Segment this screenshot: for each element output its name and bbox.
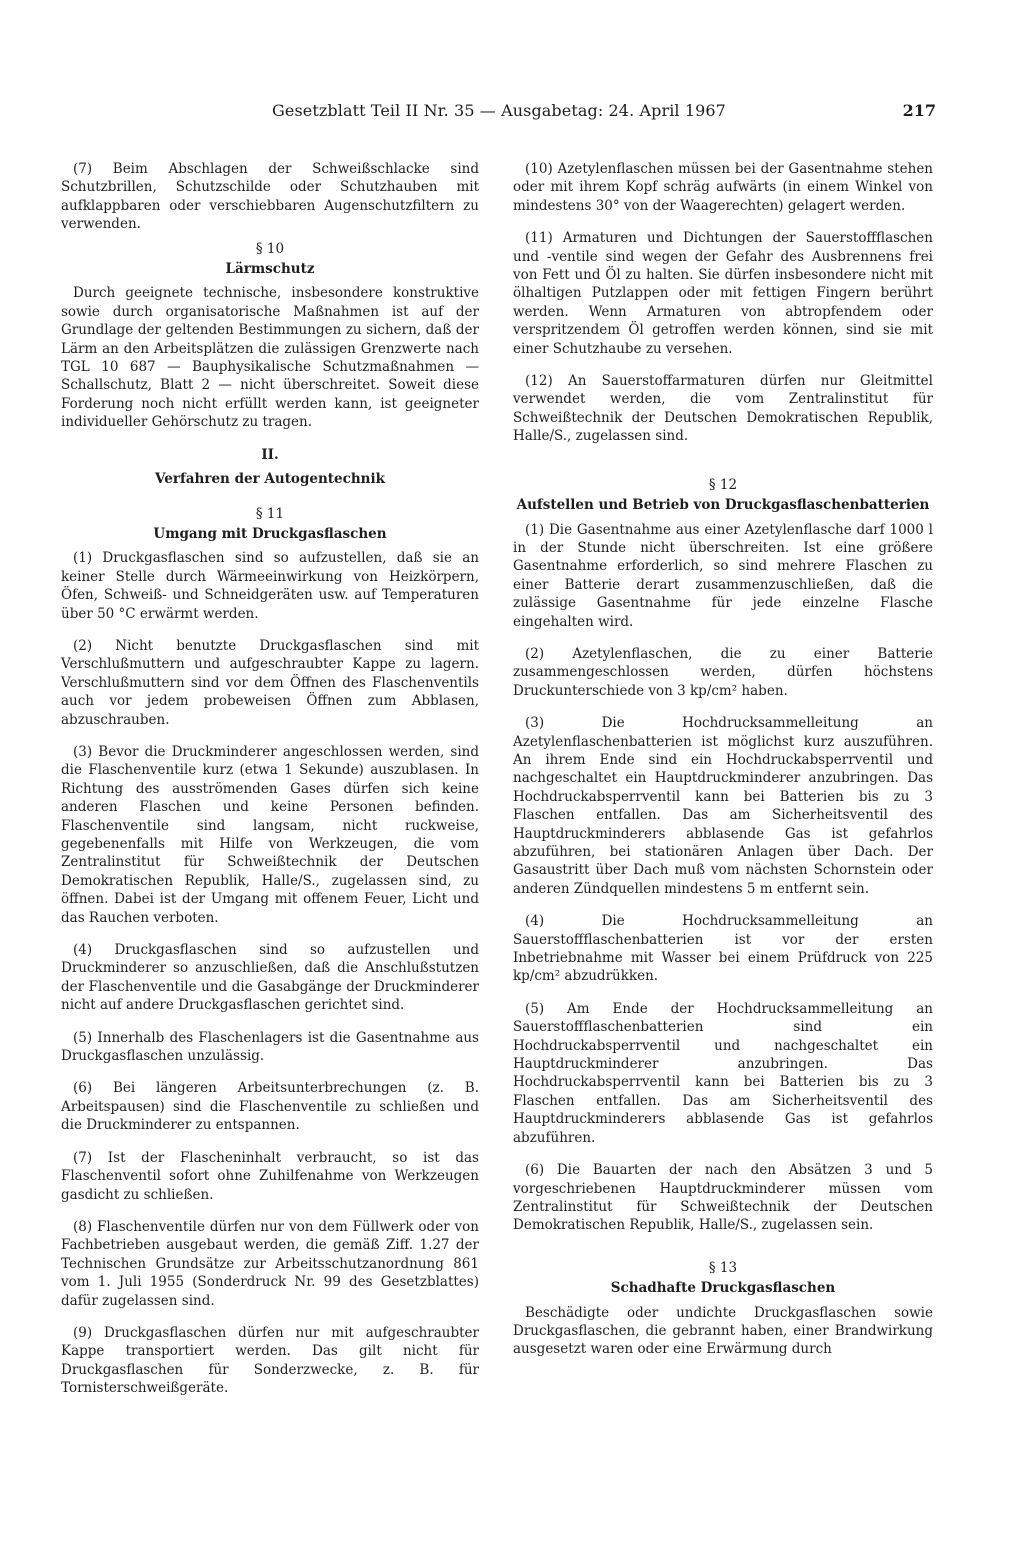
section-heading: Umgang mit Druckgasflaschen <box>153 525 387 542</box>
left-column <box>61 160 479 1398</box>
section-number: § 11 <box>255 505 285 522</box>
part-heading: Verfahren der Autogentechnik <box>155 471 385 488</box>
paragraph: (11) Armaturen und Dichtungen der Sauerstoffflaschen und -ventile sind wegen der Gefahr des Ausbrennens frei von Fett und Öl zu halten. Sie dürfen insbesondere nicht mit ölhaltigen Putzlappen oder mit fettigen Fingern berührt werden. Wenn Armaturen von abtropfendem oder verspritzendem Öl getroffen werden können, sind sie mit einer Schutzhaube zu versehen. <box>513 230 933 357</box>
section-heading: Schadhafte Druckgasflaschen <box>610 1280 836 1297</box>
right-column <box>513 160 933 1359</box>
paragraph: (3) Bevor die Druckminderer angeschlossen werden, sind die Flaschenventile kurz (etwa 1 Sekunde) auszublasen. In Richtung des ausströmenden Gases dürfen sich keine anderen Flaschen und keine Personen befinden. Flaschenventile sind langsam, nicht ruckweise, gegebenenfalls mit Hilfe von Werkzeugen, die vom Zentralinstitut für Schweißtechnik der Deutschen Demokratischen Republik, Halle/S., zugelassen sind, zu öffnen. Dabei ist der Umgang mit offenem Feuer, Licht und das Rauchen verboten. <box>61 743 479 926</box>
page-header <box>60 101 936 129</box>
paragraph: (1) Druckgasflaschen sind so aufzustellen, daß sie an keiner Stelle durch Wärmeeinwirkung von Heizkörpern, Öfen, Schweiß- und Schneidgeräten usw. auf Temperaturen über 50 °C erwärmt werden. <box>61 550 479 622</box>
paragraph: (12) An Sauerstoffarmaturen dürfen nur Gleitmittel verwendet werden, die vom Zentralinstitut für Schweißtechnik der Deutschen Demokratischen Republik, Halle/S., zugelassen sind. <box>513 373 933 445</box>
paragraph: (1) Die Gasentnahme aus einer Azetylenflasche darf 1000 l in der Stunde nicht überschreiten. Ist eine größere Gasentnahme erforderlich, so sind mehrere Flaschen zu einer Batterie derart zusammenzuschließen, daß die zulässige Gasentnahme für jede einzelne Flasche eingehalten wird. <box>513 521 933 630</box>
paragraph: (2) Nicht benutzte Druckgasflaschen sind mit Verschlußmuttern und aufgeschraubter Kappe zu lagern. Verschlußmuttern sind vor dem Öffnen des Flaschenventils auch vor jedem probeweisen Öffnen zum Abblasen, abzuschrauben. <box>61 637 479 728</box>
paragraph: (4) Druckgasflaschen sind so aufzustellen und Druckminderer so anzuschließen, daß die Anschlußstutzen der Flaschenventile und die Gasabgänge der Druckminderer nicht auf andere Druckgasflaschen gerichtet sind. <box>61 942 479 1014</box>
paragraph: (5) Innerhalb des Flaschenlagers ist die Gasentnahme aus Druckgasflaschen unzulässig. <box>61 1029 479 1065</box>
paragraph: (6) Die Bauarten der nach den Absätzen 3 und 5 vorgeschriebenen Hauptdruckminderer müssen vom Zentralinstitut für Schweißtechnik der Deutschen Demokratischen Republik, Halle/S., zugelassen sein. <box>513 1162 933 1234</box>
page-number: 217 <box>902 101 936 120</box>
paragraph: (3) Die Hochdrucksammelleitung an Azetylenflaschenbatterien ist möglichst kurz auszuführen. An ihrem Ende sind ein Hochdruckabsperrventil und nachgeschaltet ein Hauptdruckminderer anzubringen. Das Hochdruckabsperrventil kann bei Batterien bis zu 3 Flaschen entfallen. Das am Sicherheitsventil des Hauptdruckminderers abblasende Gas ist gefahrlos abzuführen, bei stationären Anlagen über Dach. Der Gasaustritt über Dach muß vom nächsten Schornstein oder anderen Zündquellen mindestens 5 m entfernt sein. <box>513 715 933 897</box>
paragraph: (8) Flaschenventile dürfen nur von dem Füllwerk oder von Fachbetrieben ausgebaut werden, die gemäß Ziff. 1.27 der Technischen Grundsätze zur Arbeitsschutzanordnung 861 vom 1. Juli 1955 (Sonderdruck Nr. 99 des Gesetzblattes) dafür zugelassen sind. <box>61 1218 479 1309</box>
paragraph: (6) Bei längeren Arbeitsunterbrechungen (z. B. Arbeitspausen) sind die Flaschenventile zu schließen und die Druckminderer zu entspannen. <box>61 1080 479 1134</box>
header-title: Gesetzblatt Teil II Nr. 35 — Ausgabetag: 24. April 1967 <box>272 101 726 120</box>
paragraph: Beschädigte oder undichte Druckgasflaschen sowie Druckgasflaschen, die gebrannt haben, einer Brandwirkung ausgesetzt waren oder eine Erwärmung durch <box>513 1304 933 1358</box>
paragraph: (2) Azetylenflaschen, die zu einer Batterie zusammengeschlossen werden, dürfen höchstens Druckunterschiede von 3 kp/cm² haben. <box>513 645 933 699</box>
paragraph: (9) Druckgasflaschen dürfen nur mit aufgeschraubter Kappe transportiert werden. Das gilt nicht für Druckgasflaschen für Sonderzwecke, z. B. für Tornisterschweißgeräte. <box>61 1324 479 1397</box>
section-heading: Aufstellen und Betrieb von Druckgasflaschenbatterien <box>516 497 930 514</box>
paragraph: (4) Die Hochdrucksammelleitung an Sauerstoffflaschenbatterien ist vor der ersten Inbetriebnahme mit Wasser bei einem Prüfdruck von 225 kp/cm² abzudrükken. <box>513 913 933 985</box>
section-heading: Lärmschutz <box>225 261 315 278</box>
part-number: II. <box>261 446 279 463</box>
paragraph: (7) Beim Abschlagen der Schweißschlacke sind Schutzbrillen, Schutzschilde oder Schutzhauben mit aufklappbaren oder verschiebbaren Augenschutzfiltern zu verwenden. <box>61 161 479 233</box>
paragraph: (10) Azetylenflaschen müssen bei der Gasentnahme stehen oder mit ihrem Kopf schräg aufwärts (in einem Winkel von mindestens 30° von der Waagerechten) gelagert werden. <box>513 161 933 214</box>
paragraph: (7) Ist der Flascheninhalt verbraucht, so ist das Flaschenventil sofort ohne Zuhilfenahme von Werkzeugen gasdicht zu schließen. <box>61 1149 479 1203</box>
paragraph: Durch geeignete technische, insbesondere konstruktive sowie durch organisatorische Maßnahmen ist auf der Grundlage der geltenden Bestimmungen zu sichern, daß der Lärm an den Arbeitsplätzen die zulässigen Grenzwerte nach TGL 10 687 — Bauphysikalische Schutzmaßnahmen — Schallschutz, Blatt 2 — nicht überschreitet. Soweit diese Forderung noch nicht erfüllt werden kann, ist geeigneter individueller Gehörschutz zu tragen. <box>61 285 479 431</box>
section-number: § 13 <box>708 1259 738 1276</box>
section-number: § 10 <box>255 240 285 257</box>
section-number: § 12 <box>708 476 738 493</box>
paragraph: (5) Am Ende der Hochdrucksammelleitung an Sauerstoffflaschenbatterien sind ein Hochdruckabsperrventil und nachgeschaltet ein Hauptdruckminderer anzubringen. Das Hochdruckabsperrventil kann bei Batterien bis zu 3 Flaschen entfallen. Das am Sicherheitsventil des Hauptdruckminderers abblasende Gas ist gefahrlos abzuführen. <box>513 1000 933 1146</box>
